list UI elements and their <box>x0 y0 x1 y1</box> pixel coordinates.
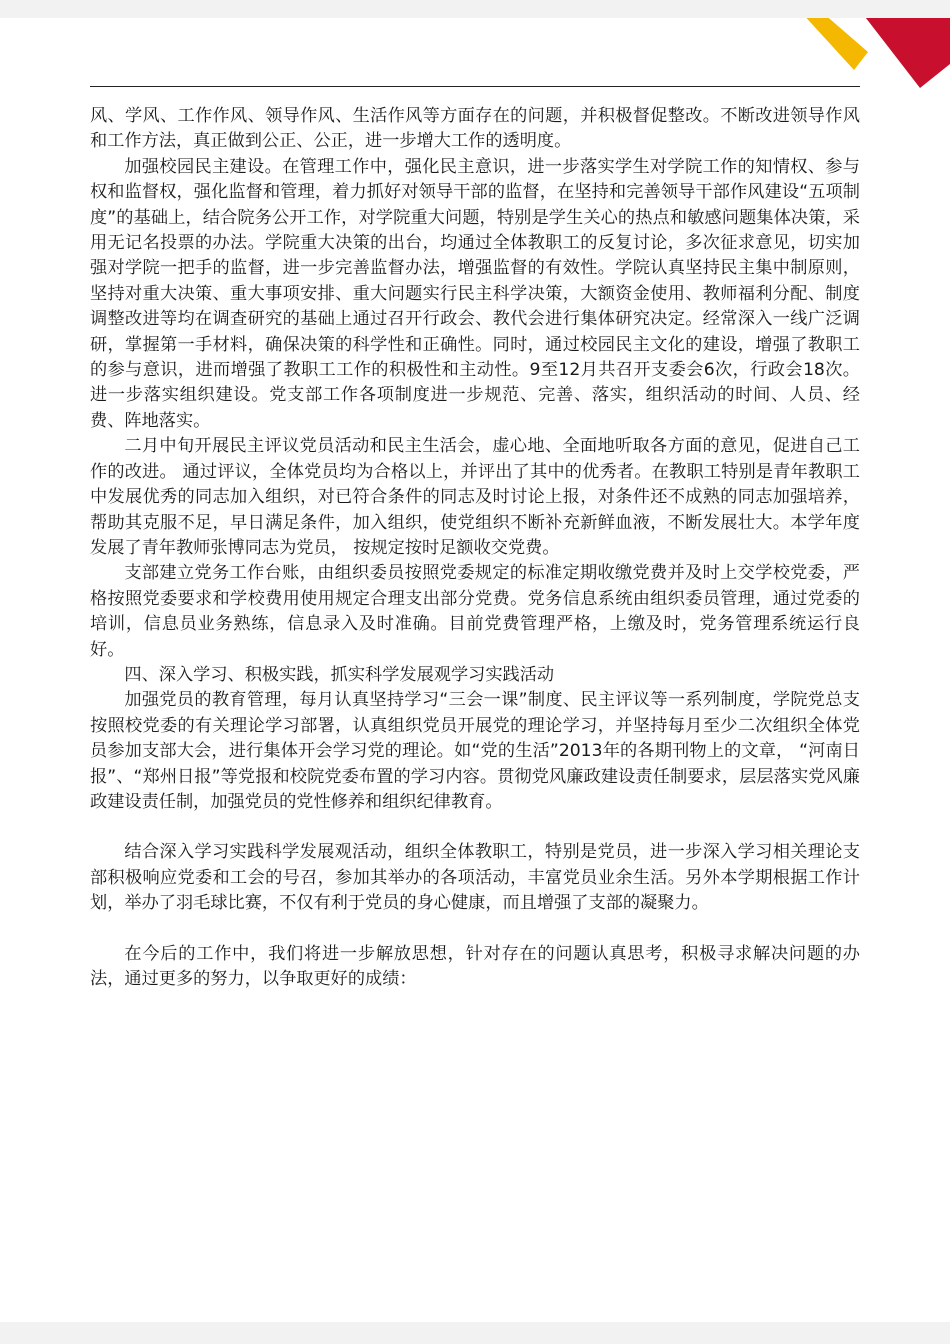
corner-ribbon-graphic <box>790 18 950 118</box>
paragraph-democracy: 加强校园民主建设。在管理工作中，强化民主意识，进一步落实学生对学院工作的知情权、参与权和监督权，强化监督和管理，着力抓好对领导干部的监督，在坚持和完善领导干部作风建设“五项制度”的基础上，结合院务公开工作，对学院重大问题，特别是学生关心的热点和敏感问题集体决策，采用无记名投票的办法。学院重大决策的出台，均通过全体教职工的反复讨论，多次征求意见，切实加强对学院一把手的监督，进一步完善监督办法，增强监督的有效性。学院认真坚持民主集中制原则，坚持对重大决策、重大事项安排、重大问题实行民主科学决策，大额资金使用、教师福利分配、制度调整改进等均在调查研究的基础上通过召开行政会、教代会进行集体研究决定。经常深入一线广泛调研，掌握第一手材料，确保决策的科学性和正确性。同时，通过校园民主文化的建设，增强了教职工的参与意识，进而增强了教职工工作的积极性和主动性。9至12月共召开支委会6次，行政会18次。 进一步落实组织建设。党支部工作各项制度进一步规范、完善、落实，组织活动的时间、人员、经费、阵地落实。 <box>90 156 860 431</box>
paragraph-evaluation: 二月中旬开展民主评议党员活动和民主生活会，虚心地、全面地听取各方面的意见，促进自己工作的改进。 通过评议，全体党员均为合格以上，并评出了其中的优秀者。在教职工特别是青年教职工中发展优秀的同志加入组织，对已符合条件的同志及时讨论上报，对条件还不成熟的同志加强培养，帮助其克服不足，早日满足条件，加入组织，使党组织不断补充新鲜血液，不断发展壮大。本学年度发展了青年教师张博同志为党员， 按规定按时足额收交党费。 <box>90 436 860 558</box>
paragraph-future: 在今后的工作中，我们将进一步解放思想，针对存在的问题认真思考，积极寻求解决问题的办法，通过更多的努力，以争取更好的成绩： <box>90 943 860 989</box>
paragraph-continued: 风、学风、工作作风、领导作风、生活作风等方面存在的问题，并积极督促整改。不断改进领导作风和工作方法，真正做到公正、公正，进一步增大工作的透明度。 <box>90 106 860 152</box>
paragraph-activities: 结合深入学习实践科学发展观活动，组织全体教职工，特别是党员，进一步深入学习相关理论支部积极响应党委和工会的号召，参加其举办的各项活动，丰富党员业余生活。另外本学期根据工作计划，举办了羽毛球比赛，不仅有利于党员的身心健康，而且增强了支部的凝聚力。 <box>90 842 860 914</box>
header-rule <box>90 86 860 87</box>
document-body <box>90 104 860 992</box>
corner-ribbon-decoration <box>790 18 950 118</box>
yellow-ribbon <box>790 18 868 70</box>
paragraph-education: 加强党员的教育管理，每月认真坚持学习“三会一课”制度、民主评议等一系列制度，学院党总支按照校党委的有关理论学习部署，认真组织党员开展党的理论学习，并坚持每月至少二次组织全体党员参加支部大会，进行集体开会学习党的理论。如“党的生活”2013年的各期刊物上的文章， “河南日报”、“郑州日报”等党报和校院党委布置的学习内容。贯彻党风廉政建设责任制要求，层层落实党风廉政建设责任制，加强党员的党性修养和组织纪律教育。 <box>90 690 860 812</box>
section-heading: 四、深入学习、积极实践，抓实科学发展观学习实践活动 <box>124 664 555 685</box>
paragraph-ledger: 支部建立党务工作台账，由组织委员按照党委规定的标准定期收缴党费并及时上交学校党委，严格按照党委要求和学校费用使用规定合理支出部分党费。党务信息系统由组织委员管理，通过党委的培训，信息员业务熟练，信息录入及时准确。目前党费管理严格，上缴及时，党务管理系统运行良好。 <box>90 563 860 660</box>
